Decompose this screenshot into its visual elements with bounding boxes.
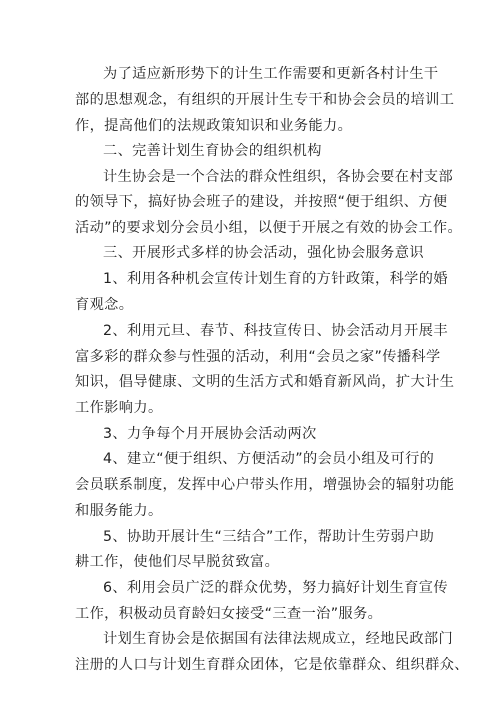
text-line: 耕工作，使他们尽早脱贫致富。 (75, 554, 280, 570)
text-line: 育观念。 (75, 297, 134, 313)
text-line: 知识，倡导健康、文明的生活方式和婚育新风尚，扩大计生 (75, 374, 455, 390)
section-heading: 二、完善计划生育协会的组织机构 (103, 143, 322, 159)
text-line: 会员联系制度，发挥中心户带头作用，增强协会的辐射功能 (75, 477, 455, 493)
list-item: 1、利用各种机会宣传计划生育的方针政策，科学的婚 (103, 271, 448, 287)
text-line: 作，提高他们的法规政策知识和业务能力。 (75, 118, 353, 134)
text-line: 计划生育协会是依据国有法律法规成立，经地民政部门 (103, 631, 454, 647)
text-line: 计生协会是一个合法的群众性组织，各协会要在村支部 (103, 169, 454, 185)
list-item: 5、协助开展计生“三结合”工作，帮助计生劳弱户助 (103, 529, 435, 545)
text-line: 和服务能力。 (75, 503, 163, 519)
text-line: 活动”的要求划分会员小组，以便于开展之有效的协会工作。 (75, 220, 463, 236)
section-heading: 三、开展形式多样的协会活动，强化协会服务意识 (103, 245, 424, 261)
text-line: 注册的人口与计划生育群众团体，它是依靠群众、组织群众、 (75, 657, 469, 673)
text-line: 的领导下，搞好协会班子的建设，并按照“便于组织、方便 (75, 194, 448, 210)
text-line: 富多彩的群众参与性强的活动，利用“会员之家”传播科学 (75, 349, 441, 365)
text-line: 为了适应新形势下的计生工作需要和更新各村计生干 (103, 66, 439, 82)
text-line: 部的思想观念，有组织的开展计生专干和协会会员的培训工 (75, 92, 455, 108)
text-line: 工作影响力。 (75, 400, 163, 416)
text-line: 工作，积极动员育龄妇女接受“三查一治”服务。 (75, 606, 383, 622)
list-item: 3、力争每个月开展协会活动两次 (103, 426, 317, 442)
list-item: 6、利用会员广泛的群众优势，努力搞好计划生育宣传 (103, 580, 448, 596)
list-item: 4、建立“便于组织、方便活动”的会员小组及可行的 (103, 451, 435, 467)
list-item: 2、利用元旦、春节、科技宣传日、协会活动月开展丰 (103, 323, 448, 339)
